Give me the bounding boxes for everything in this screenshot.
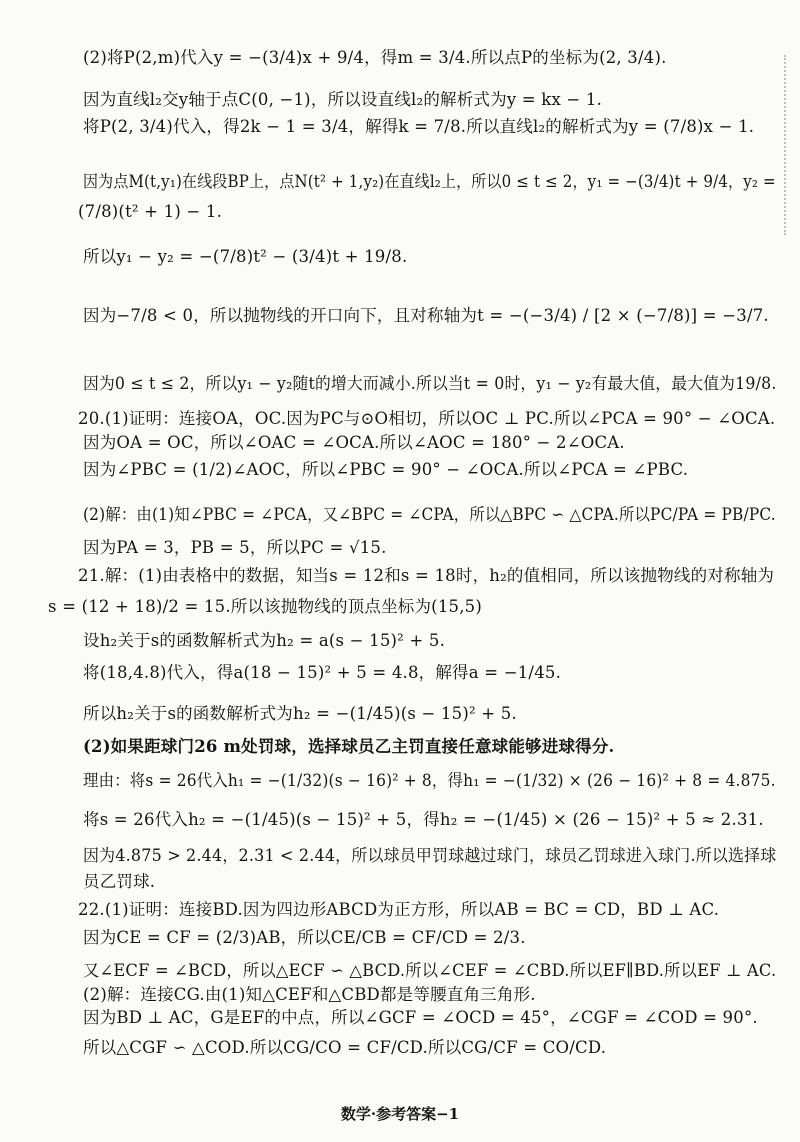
answer-line: 因为0 ≤ t ≤ 2，所以y₁ − y₂随t的增大而减小.所以当t = 0时，y₁ − y₂有最大值，最大值为19/8.	[83, 374, 777, 393]
answer-line: 所以h₂关于s的函数解析式为h₂ = −(1/45)(s − 15)² + 5.	[83, 704, 517, 723]
answer-line: 20.(1)证明：连接OA，OC.因为PC与⊙O相切，所以OC ⊥ PC.所以∠PCA = 90° − ∠OCA.	[78, 409, 776, 428]
answer-line: 因为OA = OC，所以∠OAC = ∠OCA.所以∠AOC = 180° − 2∠OCA.	[83, 433, 625, 452]
answer-line: 21.解：(1)由表格中的数据，知当s = 12和s = 18时，h₂的值相同，所以该抛物线的对称轴为	[78, 566, 775, 585]
answer-line: (2)解：连接CG.由(1)知△CEF和△CBD都是等腰直角三角形.	[83, 985, 536, 1004]
answer-line: 又∠ECF = ∠BCD，所以△ECF ∽ △BCD.所以∠CEF = ∠CBD.所以EF∥BD.所以EF ⊥ AC.	[83, 961, 777, 980]
answer-line: 因为∠PBC = (1/2)∠AOC，所以∠PBC = 90° − ∠OCA.所以∠PCA = ∠PBC.	[83, 460, 689, 479]
answer-line: 理由：将s = 26代入h₁ = −(1/32)(s − 16)² + 8，得h₁ = −(1/32) × (26 − 16)² + 8 = 4.875.	[83, 771, 776, 790]
answer-line: s = (12 + 18)/2 = 15.所以该抛物线的顶点坐标为(15,5)	[48, 597, 482, 616]
answer-line: 因为PA = 3，PB = 5，所以PC = √15.	[83, 538, 387, 557]
answer-line: 将s = 26代入h₂ = −(1/45)(s − 15)² + 5，得h₂ = −(1/45) × (26 − 15)² + 5 ≈ 2.31.	[83, 810, 764, 829]
answer-line: 所以y₁ − y₂ = −(7/8)t² − (3/4)t + 19/8.	[83, 247, 408, 266]
answer-line: 因为−7/8 < 0，所以抛物线的开口向下，且对称轴为t = −(−3/4) / [2 × (−7/8)] = −3/7.	[83, 306, 769, 325]
scan-edge-marks	[784, 55, 792, 235]
answer-line: 设h₂关于s的函数解析式为h₂ = a(s − 15)² + 5.	[83, 631, 446, 650]
page-footer: 数学·参考答案−1	[340, 1105, 460, 1123]
answer-line: 因为点M(t,y₁)在线段BP上，点N(t² + 1,y₂)在直线l₂上，所以0 ≤ t ≤ 2，y₁ = −(3/4)t + 9/4，y₂ =	[83, 172, 776, 191]
answer-line: 因为直线l₂交y轴于点C(0, −1)，所以设直线l₂的解析式为y = kx − 1.	[83, 90, 603, 109]
answer-line: 将P(2, 3/4)代入，得2k − 1 = 3/4，解得k = 7/8.所以直线l₂的解析式为y = (7/8)x − 1.	[83, 117, 755, 136]
answer-line: (2)如果距球门26 m处罚球，选择球员乙主罚直接任意球能够进球得分.	[83, 737, 615, 756]
answer-line: (2)解：由(1)知∠PBC = ∠PCA，又∠BPC = ∠CPA，所以△BPC ∽ △CPA.所以PC/PA = PB/PC.	[83, 505, 776, 524]
answer-line: 因为CE = CF = (2/3)AB，所以CE/CB = CF/CD = 2/3.	[83, 928, 526, 947]
answer-line: 将(18,4.8)代入，得a(18 − 15)² + 5 = 4.8，解得a = −1/45.	[83, 663, 562, 682]
answer-line: 22.(1)证明：连接BD.因为四边形ABCD为正方形，所以AB = BC = CD，BD ⊥ AC.	[78, 900, 720, 919]
answer-line: (2)将P(2,m)代入y = −(3/4)x + 9/4，得m = 3/4.所以点P的坐标为(2, 3/4).	[83, 48, 667, 67]
answer-line: (7/8)(t² + 1) − 1.	[78, 202, 223, 221]
answer-line: 所以△CGF ∽ △COD.所以CG/CO = CF/CD.所以CG/CF = CO/CD.	[83, 1038, 607, 1057]
answer-line: 因为4.875 > 2.44，2.31 < 2.44，所以球员甲罚球越过球门，球员乙罚球进入球门.所以选择球	[83, 846, 777, 865]
answer-line: 员乙罚球.	[83, 872, 156, 891]
answer-line: 因为BD ⊥ AC，G是EF的中点，所以∠GCF = ∠OCD = 45°，∠CGF = ∠COD = 90°.	[83, 1008, 758, 1027]
